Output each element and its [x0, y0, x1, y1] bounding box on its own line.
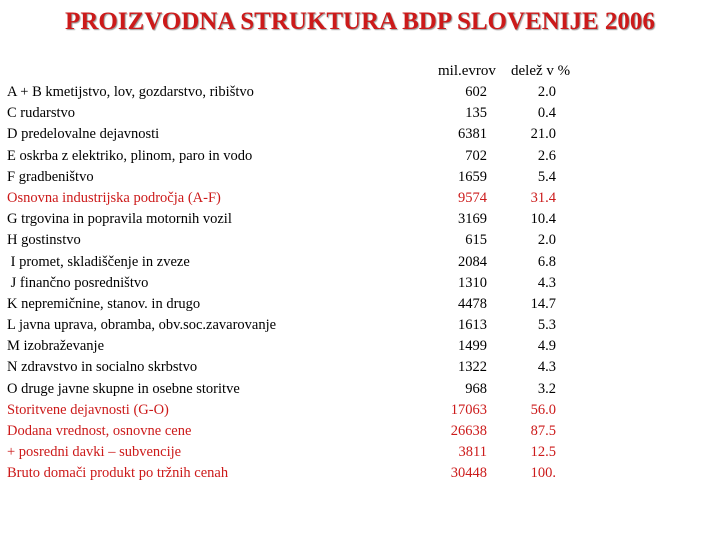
table-row	[0, 465, 720, 486]
row-share: 2.0	[537, 232, 556, 249]
table-row	[0, 211, 720, 232]
row-label: + posredni davki – subvencije	[7, 444, 182, 461]
row-value: 17063	[450, 401, 487, 418]
table-row	[0, 444, 720, 465]
table-row	[0, 169, 720, 190]
row-label: I promet, skladiščenje in zveze	[7, 253, 190, 270]
row-label: M izobraževanje	[7, 338, 105, 355]
row-label: J finančno posredništvo	[7, 274, 149, 291]
row-label: K nepremičnine, stanov. in drugo	[7, 295, 201, 312]
row-share: 5.4	[537, 168, 556, 185]
row-value: 968	[465, 380, 487, 397]
row-value: 26638	[450, 423, 487, 439]
row-value: 1310	[458, 274, 487, 291]
table-row	[0, 126, 720, 147]
row-value: 615	[465, 232, 487, 249]
table-row	[0, 105, 720, 126]
table-row	[0, 317, 720, 338]
row-label: O druge javne skupne in osebne storitve	[7, 380, 240, 397]
table-row	[0, 296, 720, 317]
row-label: Bruto domači produkt po tržnih cenah	[7, 465, 229, 482]
row-share: 14.7	[530, 295, 556, 312]
row-share: 56.0	[530, 401, 556, 418]
column-header-share: delež v %	[511, 63, 571, 79]
row-share: 4.9	[537, 338, 556, 355]
row-label: N zdravstvo in socialno skrbstvo	[7, 359, 198, 376]
table-row	[0, 84, 720, 105]
row-label: F gradbeništvo	[7, 168, 94, 185]
table-row	[0, 148, 720, 169]
row-share: 100.	[530, 465, 556, 482]
row-share: 10.4	[530, 211, 556, 228]
column-header-value: mil.evrov	[438, 63, 496, 79]
row-label: G trgovina in popravila motornih vozil	[7, 211, 232, 228]
table-row	[0, 190, 720, 211]
row-label: E oskrba z elektriko, plinom, paro in vodo	[7, 147, 253, 164]
row-value: 702	[465, 147, 487, 164]
table-row	[0, 254, 720, 275]
row-label: D predelovalne dejavnosti	[7, 126, 160, 143]
row-value: 602	[465, 84, 487, 100]
row-share: 87.5	[530, 423, 556, 439]
row-label: Dodana vrednost, osnovne cene	[7, 423, 192, 439]
table-body	[0, 84, 720, 487]
row-share: 31.4	[530, 189, 556, 206]
row-label: Storitvene dejavnosti (G-O)	[7, 401, 169, 418]
row-value: 1659	[458, 168, 487, 185]
table-row	[0, 381, 720, 402]
row-label: Osnovna industrijska področja (A-F)	[7, 189, 221, 206]
row-share: 5.3	[537, 317, 556, 334]
row-value: 1613	[458, 317, 487, 334]
row-value: 6381	[458, 126, 487, 143]
row-value: 30448	[450, 465, 487, 482]
row-label: C rudarstvo	[7, 105, 76, 122]
row-value: 3169	[458, 211, 487, 228]
row-label: H gostinstvo	[7, 232, 81, 249]
row-share: 2.6	[537, 147, 556, 164]
table-row	[0, 338, 720, 359]
row-value: 9574	[458, 189, 487, 206]
row-share: 0.4	[537, 105, 556, 122]
row-share: 6.8	[537, 253, 556, 270]
row-value: 1499	[458, 338, 487, 355]
row-value: 2084	[458, 253, 487, 270]
row-value: 4478	[458, 295, 487, 312]
row-share: 21.0	[530, 126, 556, 143]
row-value: 3811	[458, 444, 487, 461]
row-value: 135	[465, 105, 487, 122]
row-value: 1322	[458, 359, 487, 376]
table-row	[0, 275, 720, 296]
row-share: 12.5	[530, 444, 556, 461]
row-label: L javna uprava, obramba, obv.soc.zavarovanje	[7, 317, 277, 334]
table-row	[0, 423, 720, 444]
row-share: 4.3	[537, 359, 556, 376]
table-row	[0, 359, 720, 380]
table-row	[0, 232, 720, 253]
page-title: PROIZVODNA STRUKTURA BDP SLOVENIJE 2006	[65, 8, 655, 35]
row-label: A + B kmetijstvo, lov, gozdarstvo, ribištvo	[7, 84, 254, 100]
table-row	[0, 402, 720, 423]
row-share: 4.3	[537, 274, 556, 291]
row-share: 3.2	[537, 380, 556, 397]
row-share: 2.0	[537, 84, 556, 100]
